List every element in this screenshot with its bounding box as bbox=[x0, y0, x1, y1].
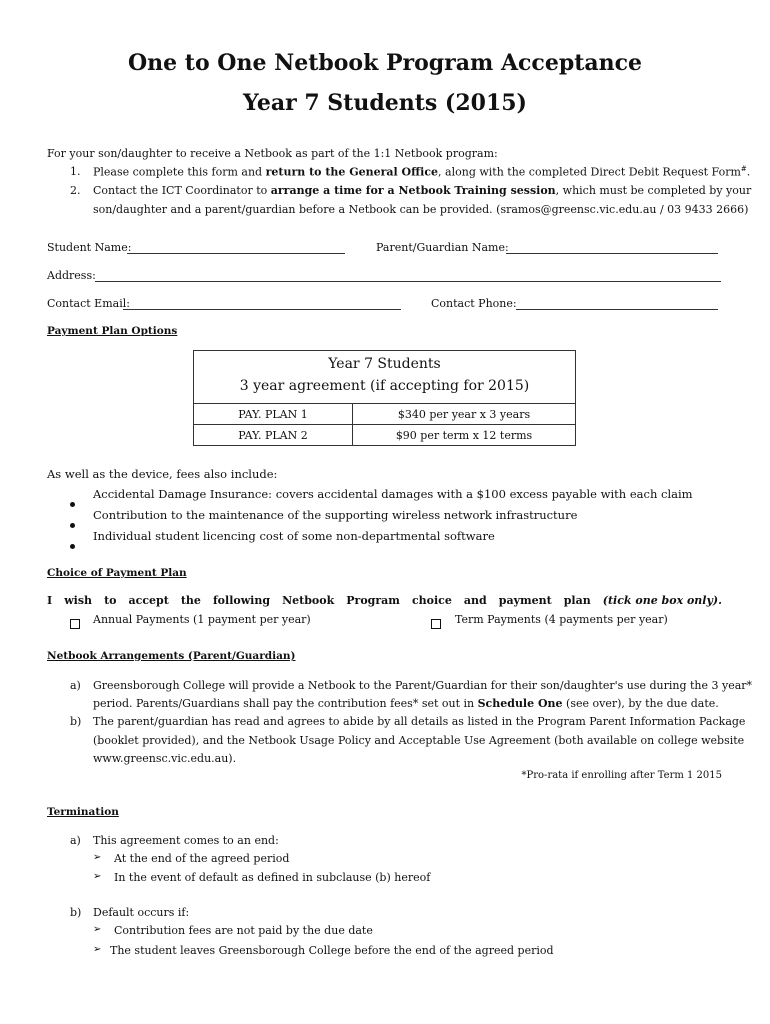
intro-item2 bbox=[93, 184, 752, 197]
table-row bbox=[194, 404, 576, 425]
intro-item2-line2: son/daughter and a parent/guardian before a Netbook can be provided. (sramos@greensc.vic.edu.au / 03 9433 2666) bbox=[93, 203, 749, 216]
statement-word: the bbox=[180, 594, 201, 607]
arrangements-heading: Netbook Arrangements (Parent/Guardian) bbox=[47, 650, 296, 662]
intro-item2-number: 2. bbox=[70, 184, 81, 197]
bullet-icon bbox=[70, 513, 75, 532]
statement-word: I bbox=[47, 594, 53, 607]
plan-name-cell: PAY. PLAN 1 bbox=[194, 404, 353, 425]
fee-item: Accidental Damage Insurance: covers accidental damages with a $100 excess payable with each claim bbox=[93, 487, 693, 501]
parent-name-label: Parent/Guardian Name: bbox=[376, 241, 509, 254]
address-label: Address: bbox=[47, 269, 96, 282]
fee-item: Contribution to the maintenance of the supporting wireless network infrastructure bbox=[93, 508, 578, 522]
statement-word: Netbook bbox=[282, 594, 335, 607]
termination-a-text: This agreement comes to an end: bbox=[93, 834, 279, 847]
parent-name-field[interactable] bbox=[506, 253, 718, 254]
intro-lead: For your son/daughter to receive a Netbook as part of the 1:1 Netbook program: bbox=[47, 147, 498, 160]
intro-item1-sup: # bbox=[740, 165, 747, 173]
choice-heading: Choice of Payment Plan bbox=[47, 567, 187, 579]
pro-rata-note: *Pro-rata if enrolling after Term 1 2015 bbox=[521, 770, 722, 781]
termination-heading: Termination bbox=[47, 806, 119, 818]
page-title: One to One Netbook Program Acceptance bbox=[127, 50, 643, 76]
plan-cost-cell: $340 per year x 3 years bbox=[353, 404, 576, 425]
contact-phone-label: Contact Phone: bbox=[431, 297, 517, 310]
arrow-bullet-icon: ➢ bbox=[93, 871, 102, 882]
statement-tail: (tick one box only). bbox=[602, 594, 722, 607]
termination-b-label: b) bbox=[70, 906, 82, 919]
arrangements-a-line1: Greensborough College will provide a Netbook to the Parent/Guardian for their son/daughter's use during the 3 year* bbox=[93, 679, 753, 692]
statement-word: choice bbox=[411, 594, 452, 607]
address-field[interactable] bbox=[95, 281, 721, 282]
bullet-icon bbox=[70, 534, 75, 553]
arrangements-b-line2: (booklet provided), and the Netbook Usage Policy and Acceptable Use Agreement (both available on college website bbox=[93, 734, 745, 747]
statement-word: following bbox=[212, 594, 271, 607]
bullet-icon bbox=[70, 492, 75, 511]
arrangements-a-line2-text-c: (see over), by the due date. bbox=[562, 697, 719, 710]
statement-word: and bbox=[463, 594, 487, 607]
termination-a-item: In the event of default as defined in subclause (b) hereof bbox=[114, 871, 431, 884]
intro-item1-number: 1. bbox=[70, 165, 81, 178]
arrangements-a-line2 bbox=[93, 697, 719, 710]
intro-item1 bbox=[93, 165, 750, 179]
student-name-field[interactable] bbox=[127, 253, 345, 254]
statement-word: plan bbox=[563, 594, 591, 607]
termination-b-item: Contribution fees are not paid by the due date bbox=[114, 924, 373, 937]
payment-plan-heading: Payment Plan Options bbox=[47, 325, 178, 337]
termination-b-item: The student leaves Greensborough College before the end of the agreed period bbox=[110, 944, 554, 957]
contact-phone-field[interactable] bbox=[516, 309, 718, 310]
schedule-one: Schedule One bbox=[477, 697, 563, 710]
termination-a-item: At the end of the agreed period bbox=[114, 852, 290, 865]
fee-item: Individual student licencing cost of some non-departmental software bbox=[93, 529, 495, 543]
plan-table-header bbox=[193, 350, 576, 405]
fees-lead: As well as the device, fees also include: bbox=[47, 467, 278, 481]
plan-table-title2: 3 year agreement (if accepting for 2015) bbox=[239, 378, 530, 394]
table-row bbox=[194, 425, 576, 446]
arrow-bullet-icon: ➢ bbox=[93, 944, 102, 955]
arrangements-b-line1: The parent/guardian has read and agrees to abide by all details as listed in the Program Parent Information Package bbox=[93, 715, 746, 728]
page-subtitle: Year 7 Students (2015) bbox=[243, 90, 527, 116]
student-name-label: Student Name: bbox=[47, 241, 132, 254]
arrangements-b-line3: www.greensc.vic.edu.au). bbox=[93, 752, 237, 765]
term-payments-label: Term Payments (4 payments per year) bbox=[455, 613, 668, 626]
plan-table bbox=[193, 403, 576, 446]
choice-statement bbox=[47, 594, 722, 607]
intro-item2-text-c: , which must be completed by your bbox=[555, 184, 752, 197]
intro-item2-text-b: arrange a time for a Netbook Training session bbox=[270, 184, 556, 197]
arrow-bullet-icon: ➢ bbox=[93, 852, 102, 863]
contact-email-field[interactable] bbox=[123, 309, 401, 310]
intro-item1-text-b: return to the General Office bbox=[265, 165, 439, 179]
statement-word: wish bbox=[64, 594, 93, 607]
annual-payments-checkbox[interactable] bbox=[70, 613, 80, 632]
termination-a-label: a) bbox=[70, 834, 81, 847]
plan-table-title1: Year 7 Students bbox=[328, 356, 441, 372]
intro-item2-text-a: Contact the ICT Coordinator to bbox=[93, 184, 271, 197]
contact-email-label: Contact Email: bbox=[47, 297, 130, 310]
statement-word: Program bbox=[346, 594, 400, 607]
arrow-bullet-icon: ➢ bbox=[93, 924, 102, 935]
plan-name-cell: PAY. PLAN 2 bbox=[194, 425, 353, 446]
term-payments-checkbox[interactable] bbox=[431, 613, 441, 632]
plan-cost-cell: $90 per term x 12 terms bbox=[353, 425, 576, 446]
statement-word: payment bbox=[498, 594, 552, 607]
intro-item1-text-c: , along with the completed Direct Debit Request Form bbox=[438, 165, 741, 179]
intro-item1-text-a: Please complete this form and bbox=[93, 165, 266, 179]
arrangements-a-label: a) bbox=[70, 679, 81, 692]
statement-word: to bbox=[104, 594, 117, 607]
intro-item1-text-d: . bbox=[746, 165, 751, 179]
arrangements-b-label: b) bbox=[70, 715, 82, 728]
termination-b-text: Default occurs if: bbox=[93, 906, 190, 919]
annual-payments-label: Annual Payments (1 payment per year) bbox=[93, 613, 311, 626]
arrangements-a-line2-text-a: period. Parents/Guardians shall pay the contribution fees* set out in bbox=[93, 697, 478, 710]
statement-word: accept bbox=[128, 594, 169, 607]
